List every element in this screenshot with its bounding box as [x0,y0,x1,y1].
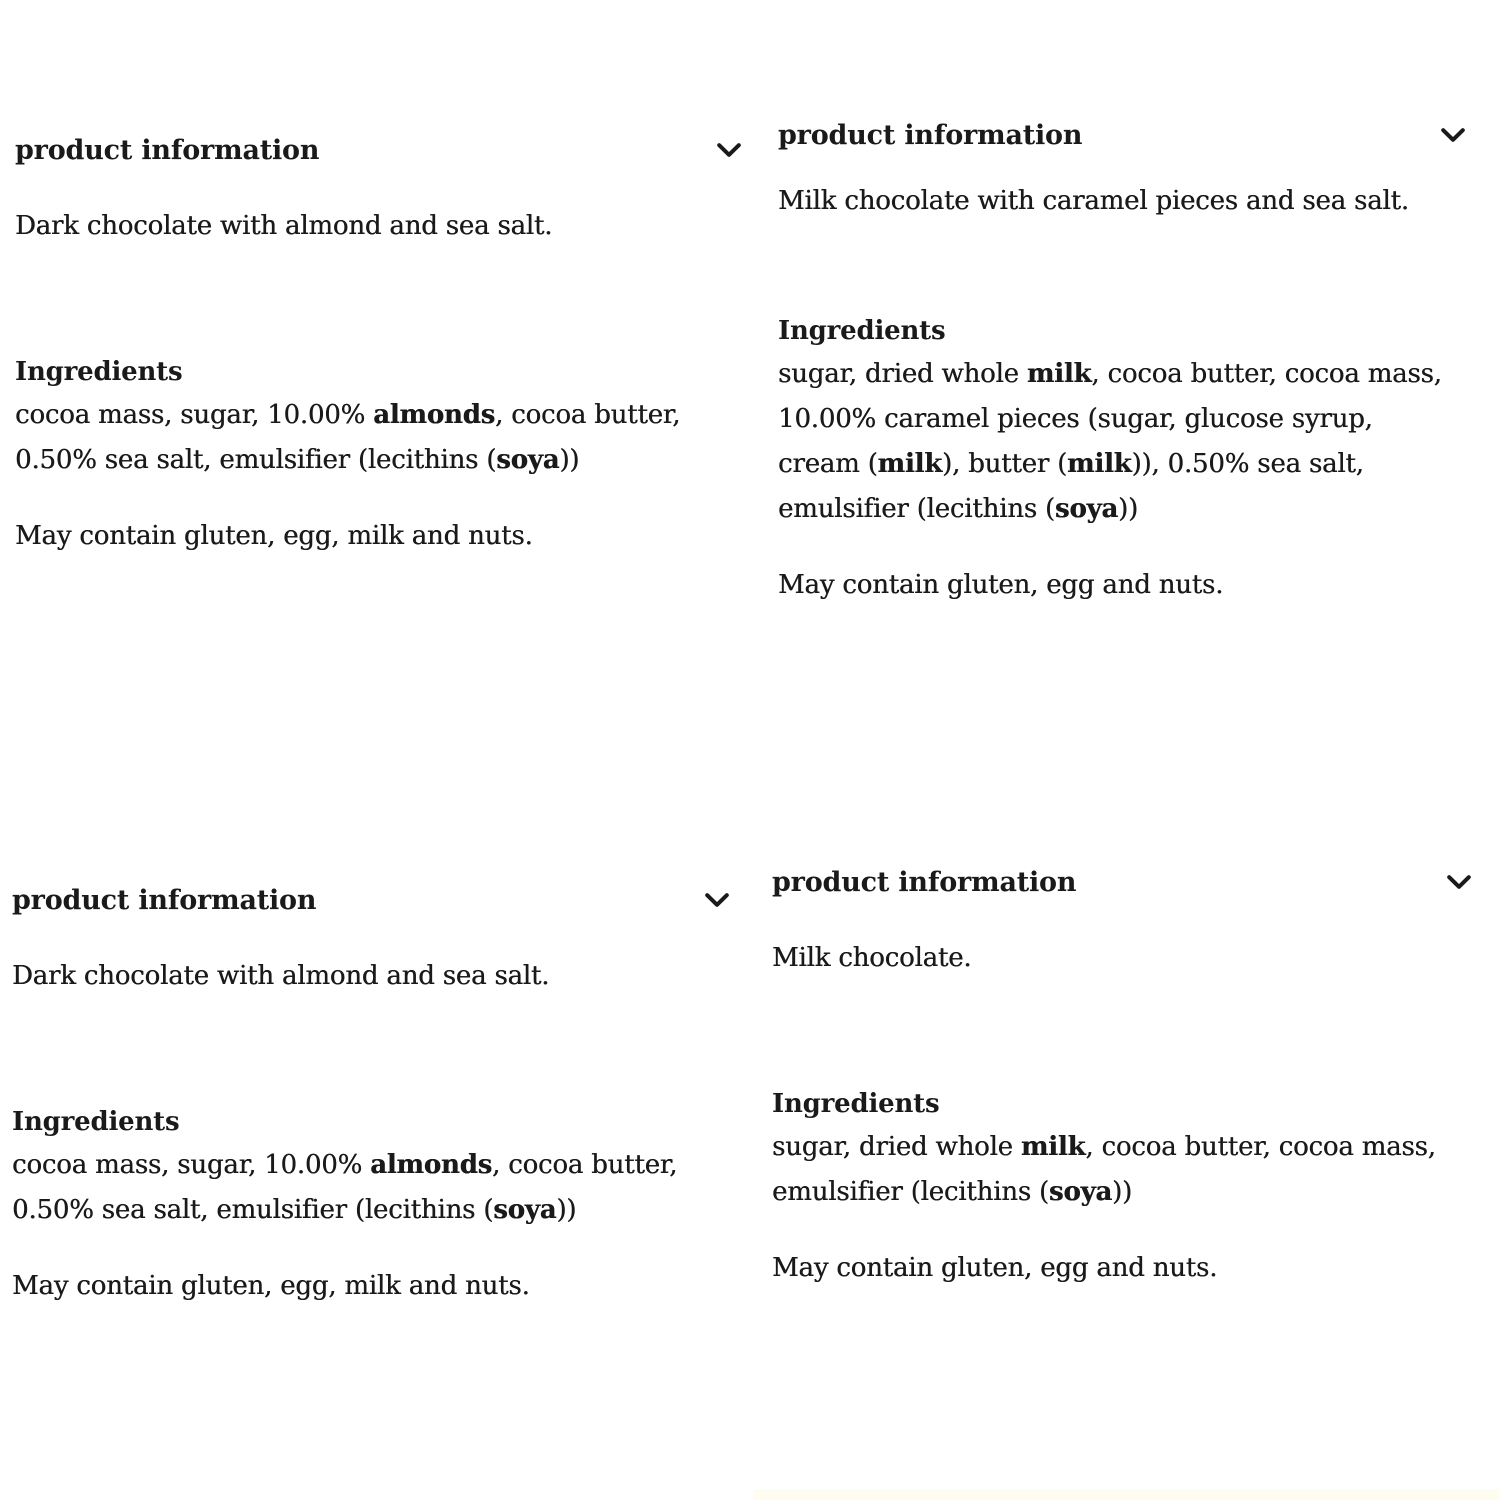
product-information-panel [772,865,1472,1285]
ingredients-line: sugar, dried whole milk, cocoa butter, cocoa mass, [772,1132,1436,1162]
allergen-note: May contain gluten, egg and nuts. [772,1253,1218,1283]
product-description: Milk chocolate with caramel pieces and sea salt. [778,186,1409,216]
panel-title: product information [772,866,1077,898]
product-description: Dark chocolate with almond and sea salt. [15,211,553,241]
product-information-accordion-header[interactable] [12,883,730,917]
ingredients-line: 0.50% sea salt, emulsifier (lecithins (soya)) [12,1195,577,1225]
product-information-panel [12,883,730,1303]
ingredients-line: emulsifier (lecithins (soya)) [772,1177,1132,1207]
ingredients-line: cocoa mass, sugar, 10.00% almonds, cocoa butter, [12,1150,678,1180]
ingredients-text [778,352,1466,532]
ingredients-section [15,355,742,483]
product-information-accordion-header[interactable] [15,133,742,167]
ingredients-line: cream (milk), butter (milk)), 0.50% sea salt, [778,449,1364,479]
ingredients-line: 10.00% caramel pieces (sugar, glucose syrup, [778,404,1373,434]
ingredients-line: 0.50% sea salt, emulsifier (lecithins (soya)) [15,445,580,475]
panel-title: product information [15,134,320,166]
panel-title: product information [778,119,1083,151]
chevron-down-icon[interactable] [704,892,730,909]
product-description: Milk chocolate. [772,943,972,973]
ingredients-section [772,1087,1472,1215]
chevron-down-icon[interactable] [1446,874,1472,891]
ingredients-text [12,1143,730,1233]
panel-title: product information [12,884,317,916]
allergen-note: May contain gluten, egg, milk and nuts. [12,1271,530,1301]
ingredients-text [15,393,742,483]
chevron-down-icon[interactable] [1440,127,1466,144]
product-information-accordion-header[interactable] [778,118,1466,152]
ingredients-line: emulsifier (lecithins (soya)) [778,494,1138,524]
allergen-note: May contain gluten, egg and nuts. [778,570,1224,600]
ingredients-text [772,1125,1472,1215]
below-section-peek [753,1489,1500,1500]
ingredients-heading: Ingredients [772,1089,940,1119]
product-description: Dark chocolate with almond and sea salt. [12,961,550,991]
ingredients-section [12,1105,730,1233]
product-information-panel [15,133,742,553]
allergen-note: May contain gluten, egg, milk and nuts. [15,521,533,551]
ingredients-heading: Ingredients [15,357,183,387]
chevron-down-icon[interactable] [716,142,742,159]
product-information-accordion-header[interactable] [772,865,1472,899]
ingredients-heading: Ingredients [12,1107,180,1137]
ingredients-line: sugar, dried whole milk, cocoa butter, cocoa mass, [778,359,1442,389]
ingredients-heading: Ingredients [778,316,946,346]
product-information-panel [778,118,1466,602]
ingredients-section [778,314,1466,532]
ingredients-line: cocoa mass, sugar, 10.00% almonds, cocoa butter, [15,400,681,430]
